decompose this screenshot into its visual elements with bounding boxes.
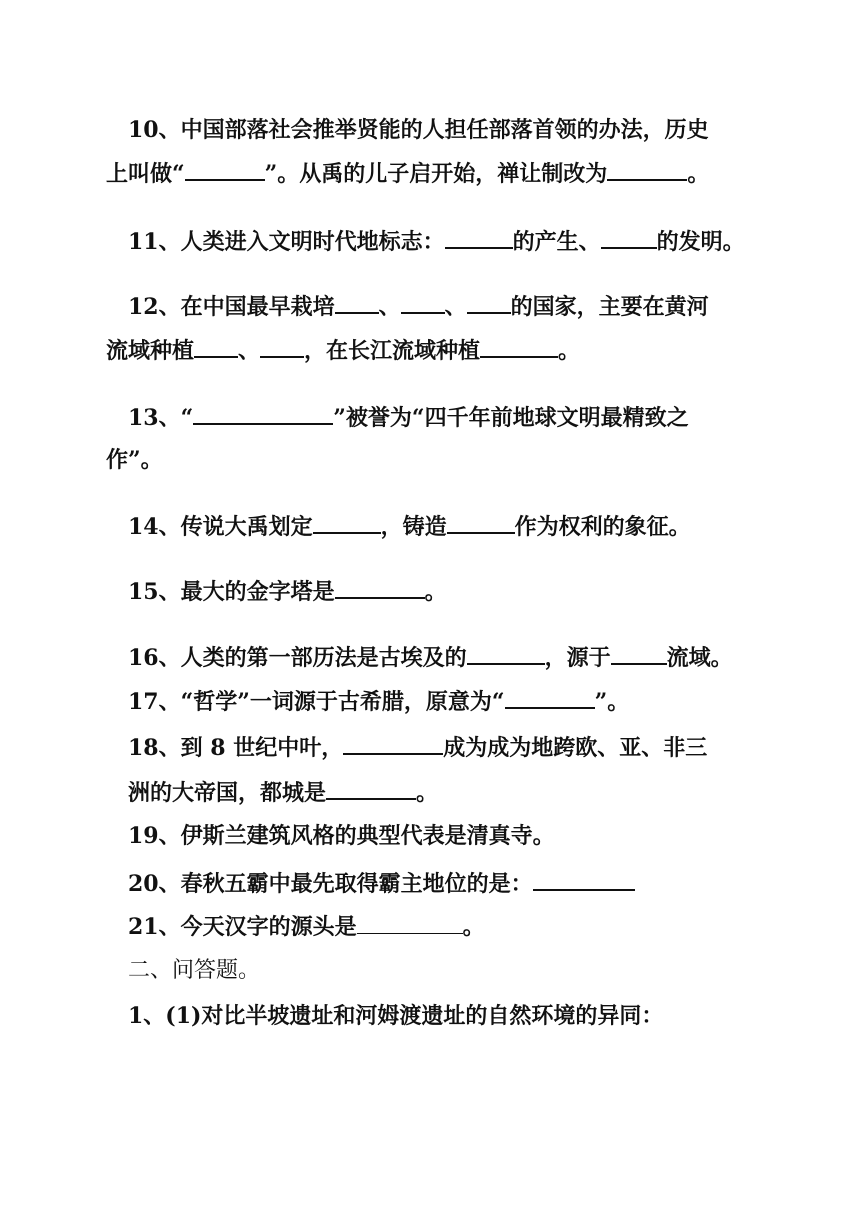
question-12-separator: 、	[444, 294, 467, 320]
question-12-text-d: ，在长江流域种植	[304, 338, 481, 364]
fill-blank[interactable]	[467, 641, 545, 665]
fill-blank[interactable]	[401, 290, 445, 314]
question-20-text-a: 20、春秋五霸中最先取得霸主地位的是：	[128, 871, 533, 897]
question-10-text-a: 10、中国部落社会推举贤能的人担任部落首领的办法，历史	[128, 117, 709, 143]
question-17-line	[128, 685, 629, 717]
question-15-text-a: 15、最大的金字塔是	[128, 579, 335, 605]
question-12-separator: 、	[378, 294, 401, 320]
question-19-line	[128, 821, 555, 851]
fill-blank[interactable]	[533, 867, 635, 891]
question-16-line	[128, 641, 733, 673]
question-21-line	[128, 911, 485, 942]
question-11-text-b: 的产生、	[512, 229, 601, 255]
fill-blank[interactable]	[326, 776, 416, 800]
question-18-text-d: 。	[416, 780, 439, 806]
fill-blank[interactable]	[313, 510, 381, 534]
question-18-text-b: 成为成为地跨欧、亚、非三	[443, 735, 708, 761]
section-2-title: 二、问答题。	[128, 958, 261, 983]
question-17-text-a: 17、“哲学”一词源于古希腊，原意为“	[128, 689, 505, 715]
question-10-text-c: ”。从禹的儿子启开始，禅让制改为	[264, 161, 608, 187]
question-15-line	[128, 575, 447, 607]
question-18-line-2	[128, 776, 438, 808]
question-10-text-b: 上叫做“	[106, 161, 185, 187]
question-14-text-c: 作为权利的象征。	[514, 514, 691, 540]
question-16-text-a: 16、人类的第一部历法是古埃及的	[128, 645, 467, 671]
fill-blank[interactable]	[607, 157, 687, 181]
question-11-line	[128, 225, 745, 257]
question-10-text-d: 。	[687, 161, 710, 187]
question-13-text-c: 作”。	[106, 447, 163, 473]
fill-blank[interactable]	[335, 290, 379, 314]
question-12-text-a: 12、在中国最早栽培	[128, 294, 335, 320]
fill-blank[interactable]	[480, 334, 558, 358]
question-12-text-e: 。	[558, 338, 581, 364]
question-14-text-b: ，铸造	[380, 514, 447, 540]
question-21-text-a: 21、今天汉字的源头是	[128, 914, 357, 940]
question-11-text-c: 的发明。	[656, 229, 745, 255]
fill-blank[interactable]	[467, 290, 511, 314]
question-15-text-b: 。	[424, 579, 447, 605]
question-14-line	[128, 510, 691, 542]
fill-blank[interactable]	[193, 401, 333, 425]
question-10-line-2	[106, 157, 709, 189]
question-12-text-c: 流域种植	[106, 338, 195, 364]
question-12-line-1	[128, 290, 709, 322]
question-18-line-1	[128, 731, 707, 763]
essay-question-1-text: 1、(1)对比半坡遗址和河姆渡遗址的自然环境的异同：	[128, 1003, 664, 1029]
question-17-text-b: ”。	[594, 689, 630, 715]
question-16-text-b: ，源于	[544, 645, 611, 671]
question-13-line-1	[128, 401, 689, 433]
question-14-text-a: 14、传说大禹划定	[128, 514, 313, 540]
question-12-separator: 、	[238, 338, 261, 364]
question-18-text-a: 18、到 8 世纪中叶，	[128, 735, 344, 761]
fill-blank[interactable]	[445, 225, 513, 249]
fill-blank[interactable]	[611, 641, 667, 665]
question-19-text-a: 19、伊斯兰建筑风格的典型代表是清真寺。	[128, 823, 555, 849]
essay-question-1-line	[128, 1001, 663, 1031]
fill-blank[interactable]	[601, 225, 657, 249]
question-18-text-c: 洲的大帝国，都城是	[128, 780, 327, 806]
question-13-text-a: 13、“	[128, 405, 194, 431]
question-12-text-b: 的国家，主要在黄河	[510, 294, 709, 320]
fill-blank[interactable]	[260, 334, 304, 358]
question-13-text-b: ”被誉为“四千年前地球文明最精致之	[333, 405, 689, 431]
question-20-line	[128, 867, 635, 899]
question-13-line-2	[106, 445, 163, 475]
fill-blank[interactable]	[343, 731, 443, 755]
question-12-line-2	[106, 334, 580, 366]
question-21-text-b: 。	[462, 914, 485, 940]
question-11-text-a: 11、人类进入文明时代地标志：	[128, 229, 445, 255]
fill-blank[interactable]	[447, 510, 515, 534]
fill-blank[interactable]	[505, 685, 595, 709]
fill-blank[interactable]	[185, 157, 265, 181]
fill-blank[interactable]	[357, 911, 463, 934]
question-10-line-1	[128, 115, 709, 145]
fill-blank[interactable]	[335, 575, 425, 599]
question-16-text-c: 流域。	[666, 645, 733, 671]
section-heading	[128, 956, 260, 986]
fill-blank[interactable]	[194, 334, 238, 358]
